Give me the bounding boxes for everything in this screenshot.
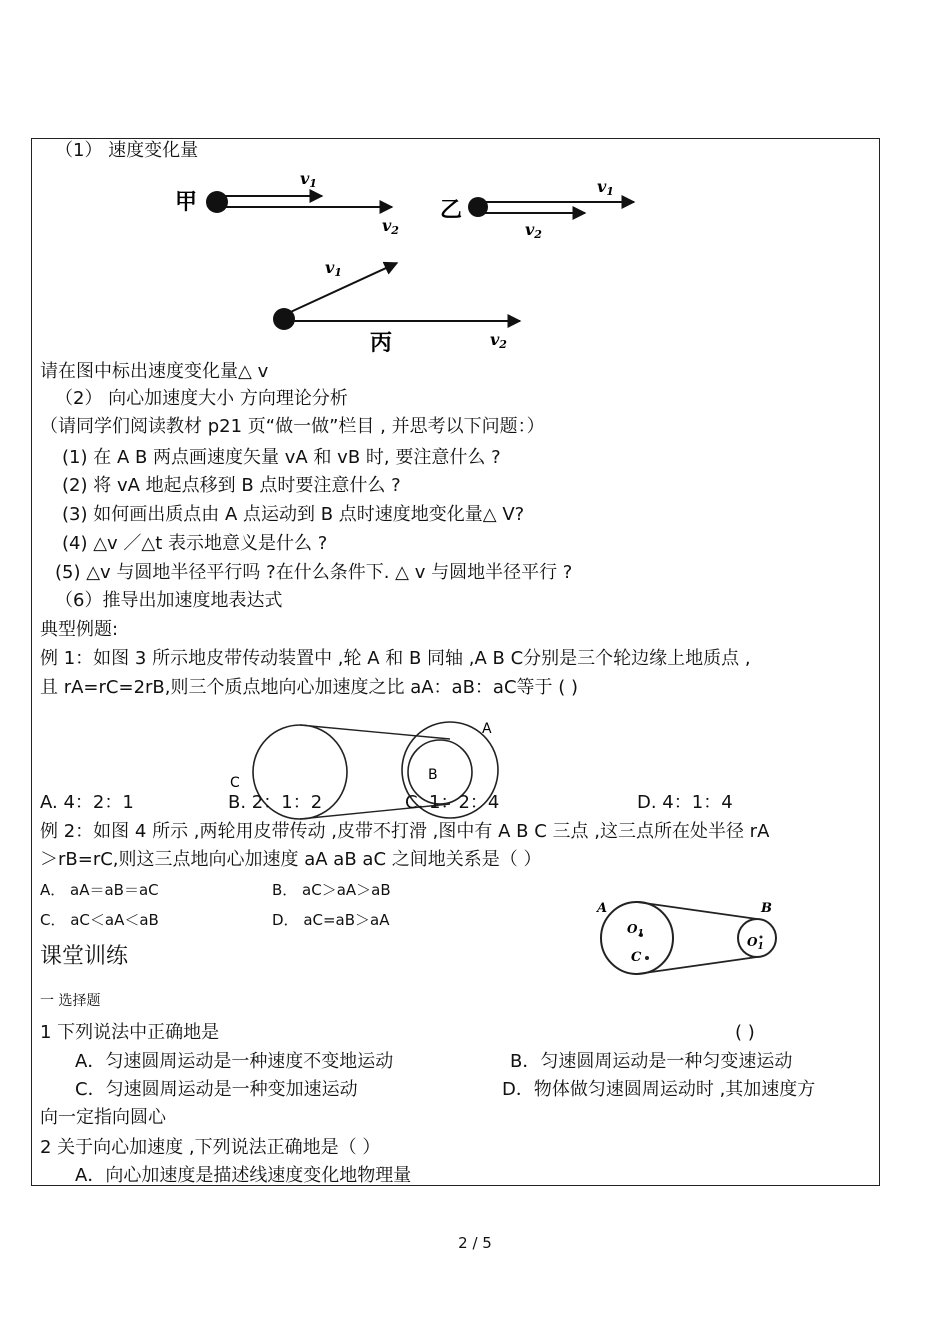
svg-text:v2: v2 <box>525 220 542 241</box>
label-c: C <box>631 950 642 965</box>
ex1-option-c: C. 1：2：4 <box>405 792 500 813</box>
svg-text:O1: $O_1$ <box>747 935 764 952</box>
ex2-option-b: B． aC＞aA＞aB <box>272 881 391 899</box>
q1-option-d: D．物体做匀速圆周运动时 ,其加速度方 <box>502 1079 816 1100</box>
ex2-option-a: A． aA＝aB＝aC <box>40 881 159 899</box>
q1-option-c: C．匀速圆周运动是一种变加速运动 <box>75 1079 358 1100</box>
label-c: C <box>230 775 240 791</box>
training-sub: 一 选择题 <box>40 993 101 1009</box>
q1-option-b: B．匀速圆周运动是一种匀变速运动 <box>510 1051 793 1072</box>
line-5: (3) 如何画出质点由 A 点运动到 B 点时速度地变化量△ V? <box>62 504 525 525</box>
line-7: (5) △v 与圆地半径平行吗 ?在什么条件下. △ v 与圆地半径平行 ? <box>55 562 573 583</box>
svg-text:v2: v2 <box>490 330 507 351</box>
section1-title: （1） 速度变化量 <box>55 140 199 161</box>
q1-option-d-cont: 向一定指向圆心 <box>40 1107 166 1128</box>
q2: 2 关于向心加速度 ,下列说法正确地是（ ） <box>40 1137 381 1158</box>
label-a: A <box>482 721 492 737</box>
q2-option-a: A．向心加速度是描述线速度变化地物理量 <box>75 1165 412 1186</box>
line-3: (1) 在 A B 两点画速度矢量 vA 和 vB 时, 要注意什么 ? <box>62 447 501 468</box>
line-4: (2) 将 vA 地起点移到 B 点时要注意什么 ? <box>62 475 401 496</box>
belt-bottom <box>637 957 757 974</box>
point-jia <box>206 191 228 213</box>
line-9: 典型例题: <box>40 619 119 640</box>
line-11: 且 rA=rC=2rB,则三个质点地向心加速度之比 aA：aB：aC等于 ( ) <box>40 677 579 698</box>
line-6: (4) △v ／△t 表示地意义是什么 ? <box>62 533 328 554</box>
svg-text:O1: $O_1$ <box>627 922 644 939</box>
line-0: 请在图中标出速度变化量△ v <box>40 361 269 382</box>
label-jia: 甲 <box>175 190 198 215</box>
velocity-figure <box>160 165 660 360</box>
ex2-line1: 例 2：如图 4 所示 ,两轮用皮带传动 ,皮带不打滑 ,图中有 A B C 三点 ,这三点所在处半径 rA <box>40 821 770 842</box>
ex1-option-a: A. 4：2：1 <box>40 792 134 813</box>
belt-top <box>637 902 757 919</box>
q1-paren: ( ) <box>735 1022 755 1043</box>
ex1-option-d: D. 4：1：4 <box>637 792 733 813</box>
training-heading: 课堂训练 <box>40 944 129 969</box>
q1: 1 下列说法中正确地是 <box>40 1022 220 1043</box>
label-yi: 乙 <box>440 198 463 223</box>
line-8: （6）推导出加速度地表达式 <box>55 590 283 611</box>
label-b: B <box>428 767 438 783</box>
ex2-option-d: D． aC=aB＞aA <box>272 911 390 929</box>
line-10: 例 1：如图 3 所示地皮带传动装置中 ,轮 A 和 B 同轴 ,A B C分别是三个轮边缘上地质点 , <box>40 648 751 669</box>
label-a: A <box>597 901 608 916</box>
q1-option-a: A．匀速圆周运动是一种速度不变地运动 <box>75 1051 394 1072</box>
label-b: B <box>761 901 772 916</box>
svg-text:v1: v1 <box>325 258 342 279</box>
svg-text:v2: v2 <box>382 216 399 237</box>
line-1: （2） 向心加速度大小 方向理论分析 <box>55 388 348 409</box>
line-2: （请同学们阅读教材 p21 页“做一做”栏目 , 并思考以下问题：） <box>40 416 545 437</box>
page-number: 2 / 5 <box>458 1234 492 1252</box>
belt-drive-figure-4 <box>595 898 795 978</box>
ex2-line2: ＞rB=rC,则这三点地向心加速度 aA aB aC 之间地关系是（ ） <box>40 849 542 870</box>
svg-text:v1: v1 <box>597 177 614 198</box>
label-bing: 丙 <box>370 331 393 356</box>
ex2-option-c: C． aC＜aA＜aB <box>40 911 159 929</box>
svg-text:v1: v1 <box>300 169 317 190</box>
ex1-option-b: B. 2：1：2 <box>228 792 323 813</box>
